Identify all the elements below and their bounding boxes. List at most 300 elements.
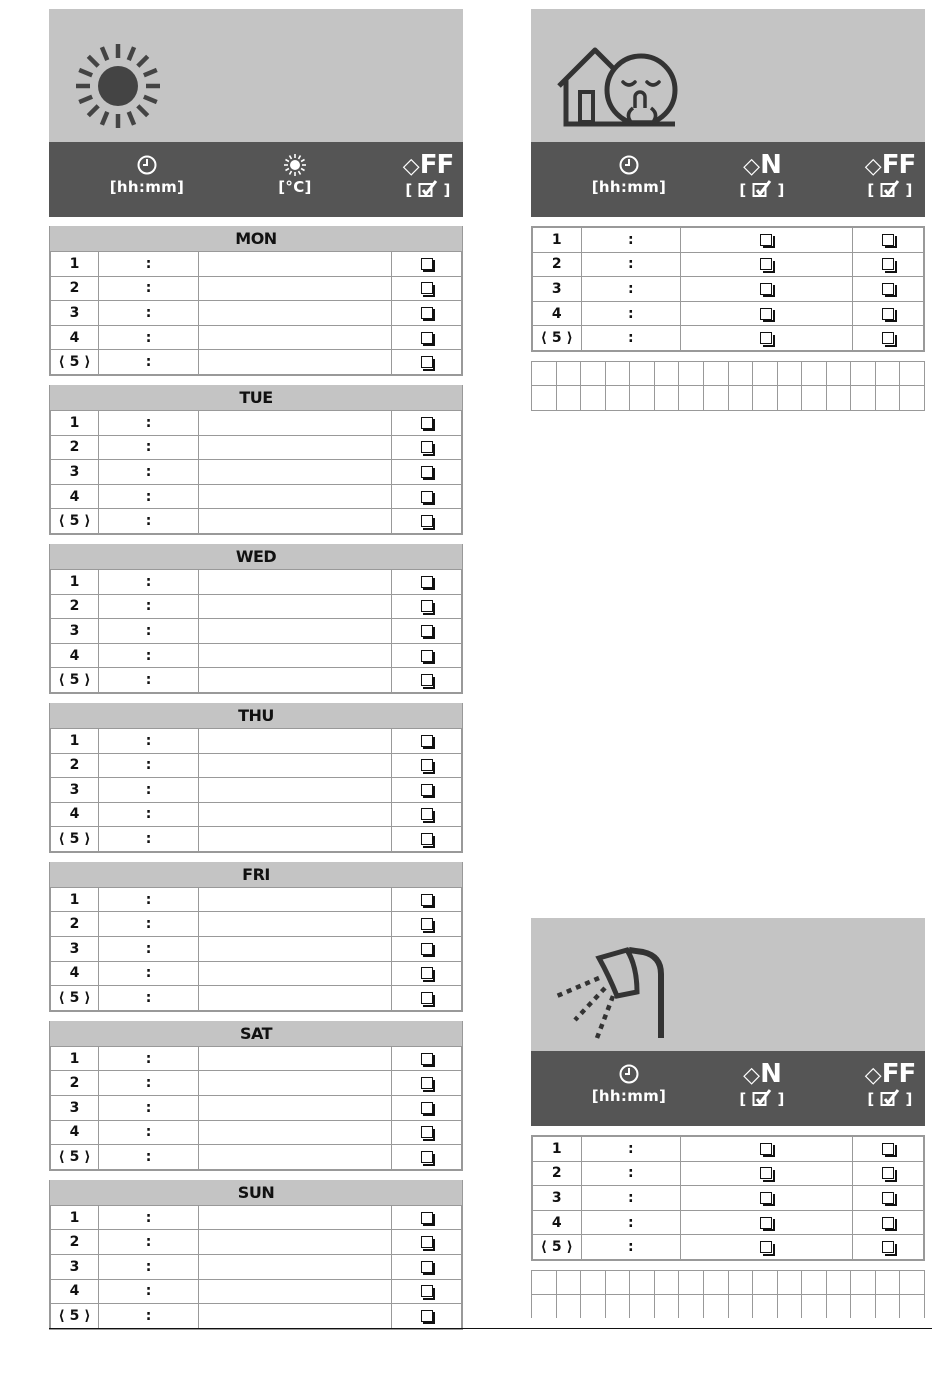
checkbox[interactable] — [882, 1241, 894, 1253]
slot-number: 1 — [533, 228, 582, 253]
grid-cell[interactable] — [778, 362, 803, 387]
checkbox[interactable] — [760, 332, 772, 344]
table-row — [51, 435, 462, 460]
time-field[interactable]: : — [99, 753, 199, 778]
grid-cell[interactable] — [532, 386, 557, 411]
time-column-header — [92, 152, 202, 196]
checkbox[interactable] — [421, 1310, 433, 1322]
time-field[interactable]: : — [99, 325, 199, 350]
time-field[interactable]: : — [99, 961, 199, 986]
temperature-field[interactable] — [199, 1120, 392, 1145]
checkbox[interactable] — [421, 808, 433, 820]
temperature-field[interactable] — [199, 619, 392, 644]
grid-cell[interactable] — [655, 1271, 680, 1296]
grid-cell[interactable] — [532, 1271, 557, 1296]
temperature-field[interactable] — [199, 1230, 392, 1255]
checkbox[interactable] — [882, 308, 894, 320]
time-field[interactable]: : — [581, 1137, 680, 1162]
checkbox[interactable] — [760, 308, 772, 320]
checkbox[interactable] — [421, 307, 433, 319]
temperature-field[interactable] — [199, 753, 392, 778]
temperature-field[interactable] — [199, 460, 392, 485]
checkbox[interactable] — [882, 332, 894, 344]
slot-number: 2 — [51, 435, 99, 460]
grid-cell[interactable] — [679, 1295, 704, 1318]
time-field[interactable]: : — [581, 252, 680, 277]
checkbox[interactable] — [421, 258, 433, 270]
slot-number: 1 — [51, 728, 99, 753]
time-field[interactable]: : — [581, 1210, 680, 1235]
checkbox[interactable] — [760, 1192, 772, 1204]
checkbox[interactable] — [421, 992, 433, 1004]
table-row — [51, 1071, 462, 1096]
checkbox[interactable] — [421, 674, 433, 686]
checkbox[interactable] — [421, 356, 433, 368]
day-name: MON — [50, 226, 462, 251]
temperature-field[interactable] — [199, 1096, 392, 1121]
time-field[interactable]: : — [99, 827, 199, 852]
slot-number: ⟨ 5 ⟩ — [51, 1145, 99, 1170]
table-row — [51, 961, 462, 986]
quiet-time-column-header — [574, 152, 684, 196]
time-field[interactable]: : — [99, 350, 199, 375]
slot-number: ⟨ 5 ⟩ — [51, 509, 99, 534]
grid-cell[interactable] — [557, 1295, 582, 1318]
grid-cell[interactable] — [630, 362, 655, 387]
grid-cell[interactable] — [581, 1295, 606, 1318]
temperature-field[interactable] — [199, 778, 392, 803]
off-checkbox-cell — [853, 1161, 924, 1186]
temperature-field[interactable] — [199, 1205, 392, 1230]
off-checkbox-cell — [853, 1210, 924, 1235]
grid-cell[interactable] — [900, 362, 925, 387]
temperature-field[interactable] — [199, 301, 392, 326]
time-field[interactable]: : — [99, 509, 199, 534]
temperature-field[interactable] — [199, 509, 392, 534]
time-field[interactable]: : — [581, 326, 680, 351]
checkbox[interactable] — [882, 1167, 894, 1179]
checkbox[interactable] — [882, 283, 894, 295]
temperature-field[interactable] — [199, 728, 392, 753]
temperature-field[interactable] — [199, 1071, 392, 1096]
grid-cell[interactable] — [802, 362, 827, 387]
grid-cell[interactable] — [753, 1271, 778, 1296]
temperature-field[interactable] — [199, 1255, 392, 1280]
table-row — [51, 410, 462, 435]
hot-water-schedule — [531, 918, 925, 1318]
checkbox[interactable] — [882, 1192, 894, 1204]
clock-icon — [136, 154, 158, 176]
heating-header-bar — [49, 142, 463, 217]
slot-number: 2 — [533, 1161, 582, 1186]
checkmark-icon — [752, 1090, 772, 1108]
shower-header-bar — [531, 1051, 925, 1126]
table-row — [51, 325, 462, 350]
grid-cell[interactable] — [900, 1271, 925, 1296]
on-checkbox-cell — [680, 277, 852, 302]
grid-cell[interactable] — [655, 1295, 680, 1318]
grid-cell[interactable] — [778, 1271, 803, 1296]
table-row — [51, 753, 462, 778]
grid-cell[interactable] — [606, 1295, 631, 1318]
off-label: ◇FF — [864, 1059, 916, 1089]
slot-number: 4 — [51, 643, 99, 668]
slot-number: 1 — [51, 252, 99, 277]
grid-cell[interactable] — [753, 362, 778, 387]
checkbox[interactable] — [421, 1285, 433, 1297]
temperature-field[interactable] — [199, 1046, 392, 1071]
grid-cell[interactable] — [557, 1271, 582, 1296]
grid-cell[interactable] — [900, 1295, 925, 1318]
off-checkbox-cell — [392, 619, 462, 644]
grid-cell[interactable] — [729, 386, 754, 411]
time-field[interactable]: : — [99, 594, 199, 619]
temperature-field[interactable] — [199, 643, 392, 668]
temperature-field[interactable] — [199, 937, 392, 962]
off-checkbox-cell — [392, 986, 462, 1011]
table-row — [51, 937, 462, 962]
off-checkbox-cell — [392, 887, 462, 912]
checkbox[interactable] — [421, 1077, 433, 1089]
temperature-field[interactable] — [199, 350, 392, 375]
time-field[interactable]: : — [99, 252, 199, 277]
grid-cell[interactable] — [581, 1271, 606, 1296]
time-field[interactable]: : — [99, 912, 199, 937]
grid-cell[interactable] — [679, 386, 704, 411]
checkmark-icon — [418, 181, 438, 199]
checkbox[interactable] — [421, 1261, 433, 1273]
checkbox[interactable] — [421, 466, 433, 478]
checkbox[interactable] — [882, 1143, 894, 1155]
checkbox[interactable] — [421, 759, 433, 771]
checkbox[interactable] — [421, 784, 433, 796]
table-row — [51, 460, 462, 485]
checkbox[interactable] — [760, 234, 772, 246]
time-field[interactable]: : — [99, 986, 199, 1011]
checkbox[interactable] — [421, 1126, 433, 1138]
temperature-field[interactable] — [199, 1304, 392, 1329]
temperature-field[interactable] — [199, 410, 392, 435]
grid-cell[interactable] — [532, 362, 557, 387]
time-format-label: [hh:mm] — [109, 178, 185, 196]
table-row — [51, 668, 462, 693]
temperature-field[interactable] — [199, 887, 392, 912]
grid-cell[interactable] — [729, 1271, 754, 1296]
off-checkbox-cell — [392, 1279, 462, 1304]
table-row — [51, 594, 462, 619]
checkbox[interactable] — [421, 1212, 433, 1224]
time-field[interactable]: : — [99, 435, 199, 460]
time-field[interactable]: : — [99, 1046, 199, 1071]
checkbox[interactable] — [882, 1217, 894, 1229]
checkbox[interactable] — [421, 943, 433, 955]
off-checkbox-cell — [392, 753, 462, 778]
table-row — [533, 1161, 924, 1186]
checkbox[interactable] — [421, 967, 433, 979]
off-checkbox-cell — [392, 778, 462, 803]
slot-number: 4 — [51, 802, 99, 827]
grid-cell[interactable] — [704, 362, 729, 387]
time-field[interactable]: : — [99, 619, 199, 644]
off-checkbox-cell — [853, 1137, 924, 1162]
slot-number: 1 — [51, 569, 99, 594]
shower-icon-panel — [531, 918, 925, 1051]
on-label: ◇N — [743, 1059, 781, 1089]
time-field[interactable]: : — [99, 484, 199, 509]
slot-number: 2 — [533, 252, 582, 277]
checkbox[interactable] — [760, 1217, 772, 1229]
time-field[interactable]: : — [99, 1120, 199, 1145]
checkbox[interactable] — [421, 600, 433, 612]
off-checkbox-cell — [853, 252, 924, 277]
checkbox[interactable] — [421, 1236, 433, 1248]
grid-cell[interactable] — [704, 386, 729, 411]
grid-cell[interactable] — [851, 1271, 876, 1296]
time-field[interactable]: : — [99, 276, 199, 301]
checkbox[interactable] — [421, 894, 433, 906]
temperature-field[interactable] — [199, 1279, 392, 1304]
checkbox[interactable] — [421, 735, 433, 747]
slot-number: 3 — [51, 1255, 99, 1280]
off-checkbox-cell — [392, 961, 462, 986]
grid-cell[interactable] — [802, 386, 827, 411]
checkbox[interactable] — [760, 258, 772, 270]
time-field[interactable]: : — [581, 1235, 680, 1260]
checkbox[interactable] — [421, 282, 433, 294]
checkbox[interactable] — [882, 258, 894, 270]
checkbox[interactable] — [760, 1143, 772, 1155]
temperature-field[interactable] — [199, 594, 392, 619]
slot-number: 2 — [51, 1230, 99, 1255]
time-field[interactable]: : — [99, 1255, 199, 1280]
shower-notes-grid[interactable] — [531, 1270, 925, 1318]
temperature-field[interactable] — [199, 276, 392, 301]
table-row — [533, 1137, 924, 1162]
shower-time-column-header — [574, 1061, 684, 1105]
slot-number: 1 — [51, 1046, 99, 1071]
time-format-label: [hh:mm] — [591, 1087, 667, 1105]
grid-cell[interactable] — [753, 386, 778, 411]
slot-number: 1 — [533, 1137, 582, 1162]
grid-cell[interactable] — [851, 1295, 876, 1318]
on-checkbox-cell — [680, 1186, 852, 1211]
grid-cell[interactable] — [606, 362, 631, 387]
time-field[interactable]: : — [99, 643, 199, 668]
day-block — [49, 703, 463, 853]
time-field[interactable]: : — [99, 1145, 199, 1170]
table-row — [51, 301, 462, 326]
shower-icon — [553, 946, 673, 1041]
shower-table — [531, 1135, 925, 1261]
off-checkbox-cell — [392, 276, 462, 301]
clock-icon — [618, 154, 640, 176]
time-field[interactable]: : — [99, 460, 199, 485]
temperature-field[interactable] — [199, 802, 392, 827]
checkbox[interactable] — [421, 576, 433, 588]
grid-cell[interactable] — [655, 362, 680, 387]
grid-cell[interactable] — [876, 362, 901, 387]
temperature-field[interactable] — [199, 1145, 392, 1170]
time-field[interactable]: : — [99, 1279, 199, 1304]
off-checkbox-cell — [392, 460, 462, 485]
time-field[interactable]: : — [99, 802, 199, 827]
grid-cell[interactable] — [655, 386, 680, 411]
grid-cell[interactable] — [704, 1295, 729, 1318]
grid-cell[interactable] — [876, 386, 901, 411]
time-field[interactable]: : — [581, 1161, 680, 1186]
checkbox[interactable] — [760, 283, 772, 295]
grid-cell[interactable] — [851, 362, 876, 387]
slot-number: 4 — [533, 301, 582, 326]
time-field[interactable]: : — [99, 1304, 199, 1329]
grid-cell[interactable] — [729, 1295, 754, 1318]
grid-cell[interactable] — [679, 1271, 704, 1296]
slot-number: 3 — [51, 619, 99, 644]
slot-number: 3 — [51, 460, 99, 485]
temperature-field[interactable] — [199, 986, 392, 1011]
time-field[interactable]: : — [99, 937, 199, 962]
time-field[interactable]: : — [99, 301, 199, 326]
off-checkbox-cell — [853, 301, 924, 326]
checkbox[interactable] — [421, 1102, 433, 1114]
temperature-field[interactable] — [199, 668, 392, 693]
checkbox[interactable] — [421, 650, 433, 662]
grid-cell[interactable] — [802, 1271, 827, 1296]
slot-number: ⟨ 5 ⟩ — [51, 350, 99, 375]
grid-cell[interactable] — [827, 386, 852, 411]
grid-cell[interactable] — [778, 1295, 803, 1318]
quiet-notes-grid[interactable] — [531, 361, 925, 411]
grid-cell[interactable] — [900, 386, 925, 411]
shower-off-column-header: ◇FF [ ] — [835, 1061, 945, 1108]
time-field[interactable]: : — [581, 228, 680, 253]
grid-cell[interactable] — [876, 1271, 901, 1296]
checkbox[interactable] — [421, 441, 433, 453]
grid-cell[interactable] — [753, 1295, 778, 1318]
off-checkbox-cell — [392, 1145, 462, 1170]
temperature-field[interactable] — [199, 325, 392, 350]
grid-cell[interactable] — [778, 386, 803, 411]
sun-icon — [73, 41, 163, 131]
temperature-field[interactable] — [199, 484, 392, 509]
grid-cell[interactable] — [729, 362, 754, 387]
slot-number: ⟨ 5 ⟩ — [533, 326, 582, 351]
off-checkbox-cell — [392, 1120, 462, 1145]
table-row — [51, 827, 462, 852]
checkmark-icon — [752, 181, 772, 199]
slot-number: 2 — [51, 594, 99, 619]
heating-icon-panel — [49, 9, 463, 142]
temperature-field[interactable] — [199, 252, 392, 277]
grid-cell[interactable] — [630, 1271, 655, 1296]
time-field[interactable]: : — [99, 410, 199, 435]
temperature-field[interactable] — [199, 961, 392, 986]
quiet-off-column-header: ◇FF [ ] — [835, 152, 945, 199]
checkbox[interactable] — [421, 1053, 433, 1065]
time-field[interactable]: : — [581, 301, 680, 326]
grid-cell[interactable] — [876, 1295, 901, 1318]
grid-cell[interactable] — [557, 362, 582, 387]
checkbox[interactable] — [421, 833, 433, 845]
temperature-field[interactable] — [199, 435, 392, 460]
day-name: TUE — [50, 385, 462, 410]
checkbox[interactable] — [421, 625, 433, 637]
grid-cell[interactable] — [827, 1295, 852, 1318]
time-field[interactable]: : — [99, 728, 199, 753]
time-field[interactable]: : — [99, 887, 199, 912]
time-field[interactable]: : — [99, 569, 199, 594]
checkbox[interactable] — [421, 1151, 433, 1163]
temperature-unit-label: [°C] — [278, 178, 312, 196]
checkbox[interactable] — [421, 515, 433, 527]
checkbox[interactable] — [760, 1167, 772, 1179]
grid-cell[interactable] — [557, 386, 582, 411]
checkbox[interactable] — [421, 918, 433, 930]
grid-cell[interactable] — [581, 362, 606, 387]
off-checkbox-cell — [392, 410, 462, 435]
grid-cell[interactable] — [532, 1295, 557, 1318]
temperature-field[interactable] — [199, 569, 392, 594]
time-field[interactable]: : — [99, 778, 199, 803]
grid-cell[interactable] — [851, 386, 876, 411]
table-row — [51, 252, 462, 277]
time-field[interactable]: : — [99, 1205, 199, 1230]
on-checkbox-cell — [680, 1235, 852, 1260]
table-row — [51, 887, 462, 912]
grid-cell[interactable] — [827, 1271, 852, 1296]
grid-cell[interactable] — [606, 386, 631, 411]
time-field[interactable]: : — [99, 1071, 199, 1096]
quiet-on-column-header: ◇N [ ] — [707, 152, 817, 199]
day-block — [49, 544, 463, 694]
checkbox[interactable] — [882, 234, 894, 246]
slot-number: 2 — [51, 912, 99, 937]
checkbox[interactable] — [760, 1241, 772, 1253]
grid-cell[interactable] — [679, 362, 704, 387]
time-field[interactable]: : — [581, 277, 680, 302]
slot-number: 1 — [51, 1205, 99, 1230]
on-checkbox-cell — [680, 326, 852, 351]
grid-cell[interactable] — [606, 1271, 631, 1296]
temperature-field[interactable] — [199, 912, 392, 937]
day-block — [49, 385, 463, 535]
temperature-field[interactable] — [199, 827, 392, 852]
time-field[interactable]: : — [99, 1230, 199, 1255]
grid-cell[interactable] — [704, 1271, 729, 1296]
time-field[interactable]: : — [99, 668, 199, 693]
grid-cell[interactable] — [827, 362, 852, 387]
time-format-label: [hh:mm] — [591, 178, 667, 196]
slot-number: 4 — [51, 961, 99, 986]
off-label: ◇FF — [864, 150, 916, 180]
off-checkbox-cell — [392, 1071, 462, 1096]
grid-cell[interactable] — [802, 1295, 827, 1318]
slot-number: 2 — [51, 753, 99, 778]
checkbox[interactable] — [421, 332, 433, 344]
checkbox[interactable] — [421, 417, 433, 429]
table-row — [533, 326, 924, 351]
table-row — [533, 1186, 924, 1211]
grid-cell[interactable] — [630, 386, 655, 411]
off-checkbox-cell — [392, 252, 462, 277]
off-checkbox-cell — [392, 301, 462, 326]
time-field[interactable]: : — [581, 1186, 680, 1211]
grid-cell[interactable] — [630, 1295, 655, 1318]
time-field[interactable]: : — [99, 1096, 199, 1121]
grid-cell[interactable] — [581, 386, 606, 411]
checkbox[interactable] — [421, 491, 433, 503]
table-row — [51, 509, 462, 534]
